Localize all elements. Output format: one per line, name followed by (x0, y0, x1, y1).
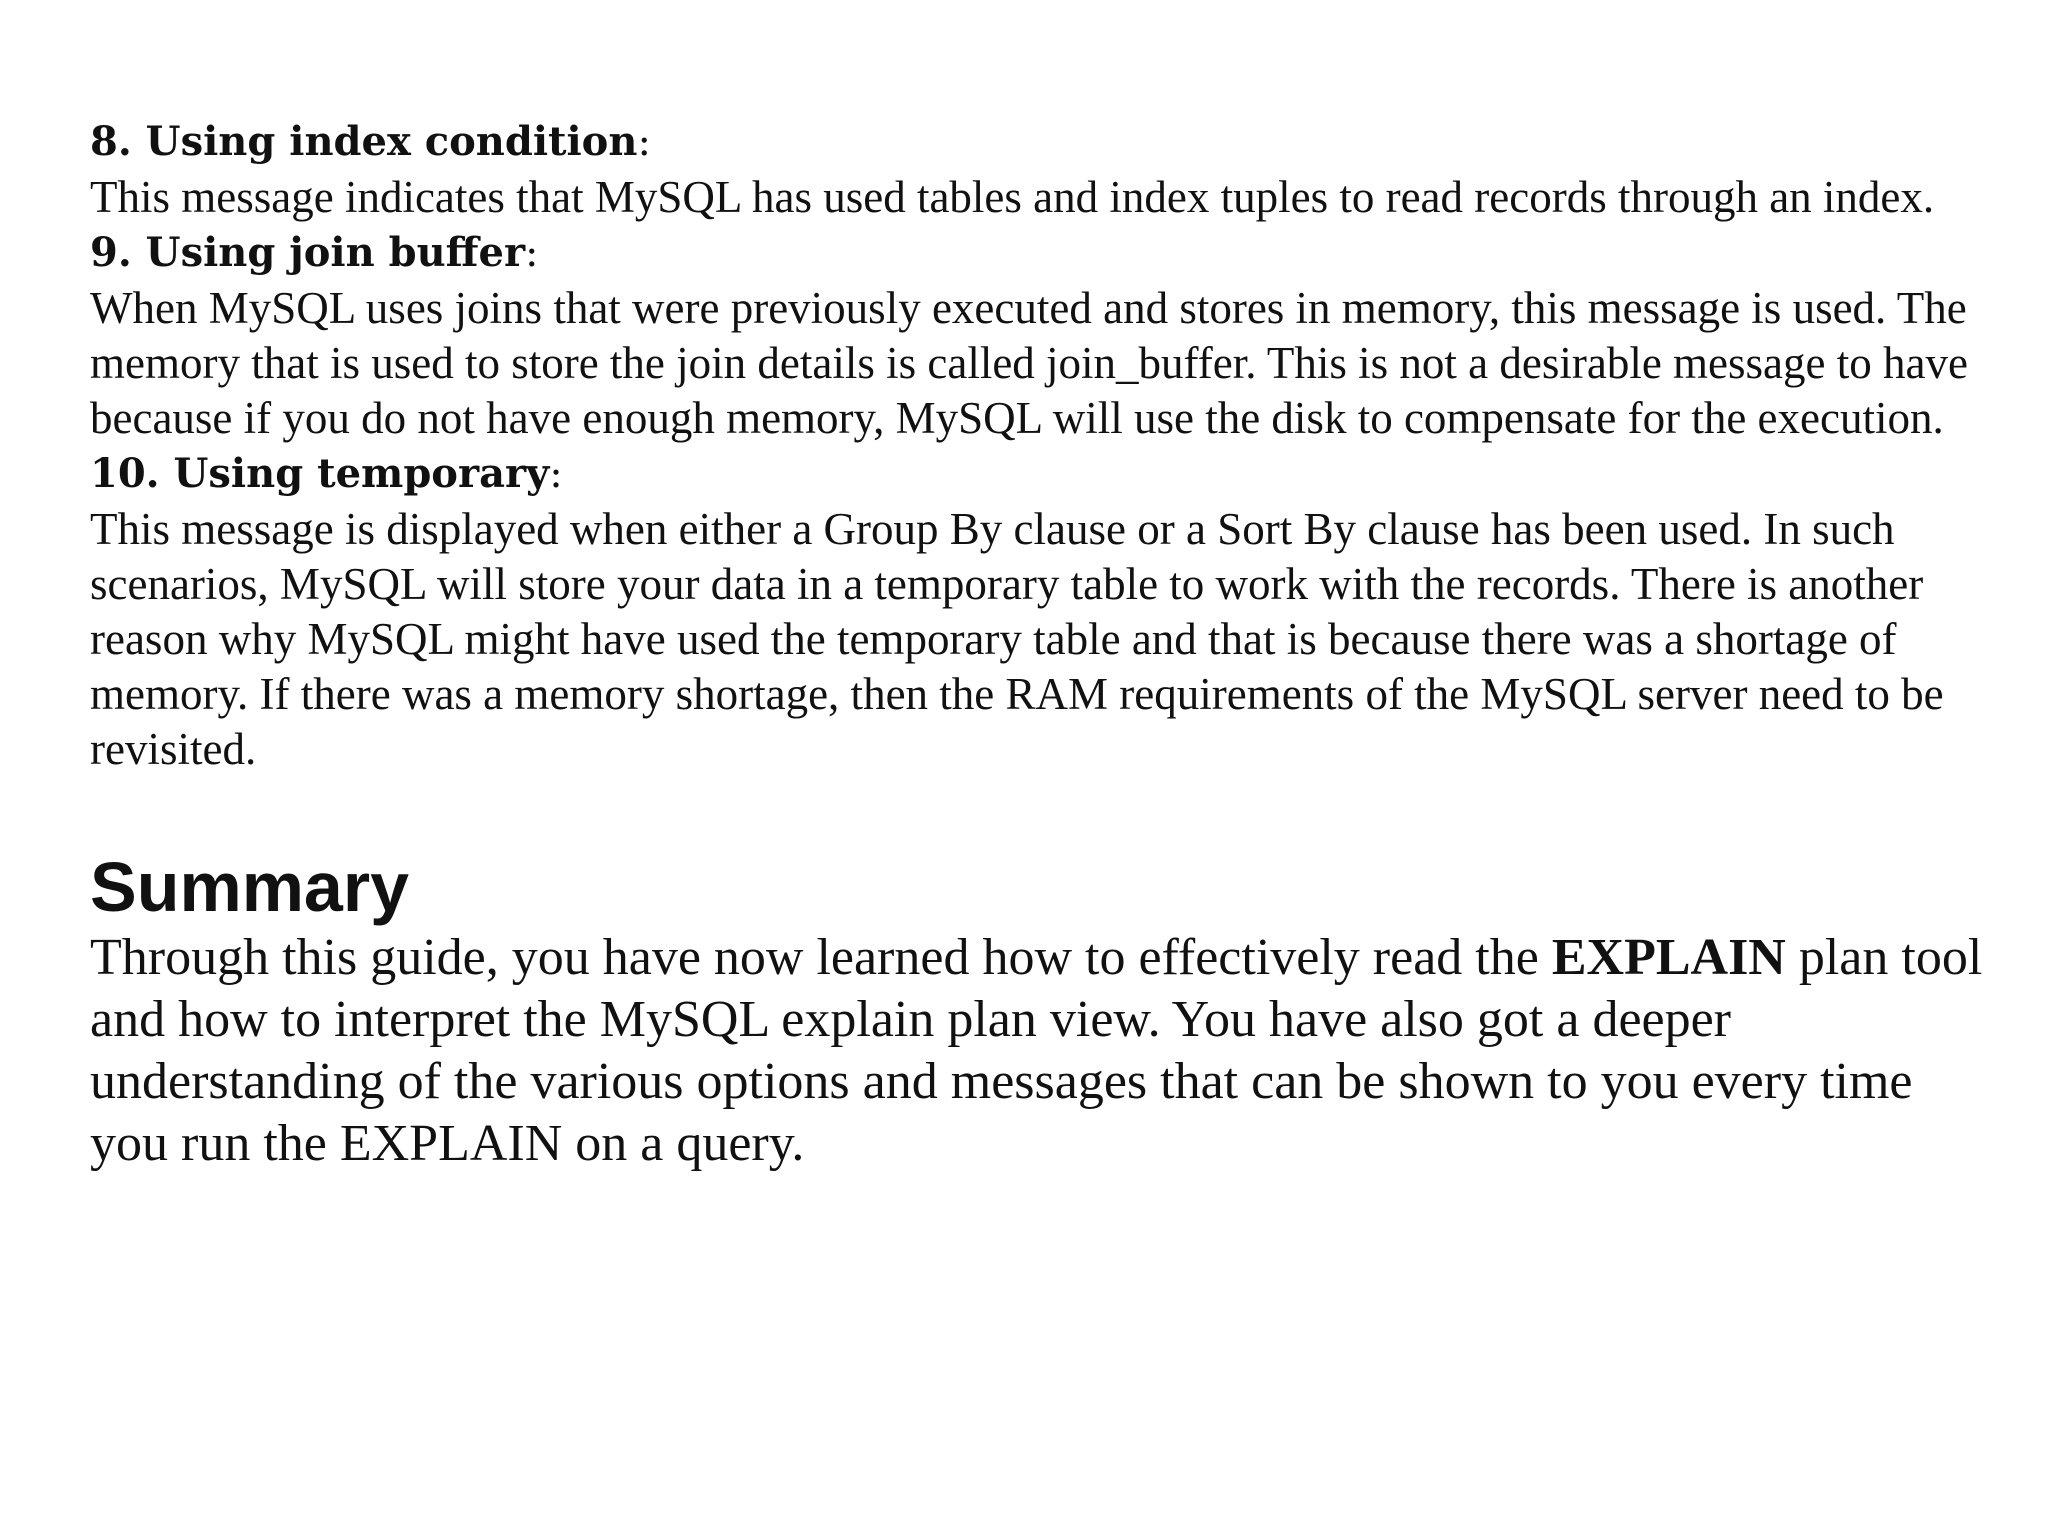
item-title: 10. Using temporary (90, 450, 550, 497)
item-description: This message is displayed when either a Group By clause or a Sort By clause has been used. In such scenarios, MySQL will store your data in a temporary table to work with the records. There is another reason why MySQL might have used the temporary table and that is because there was a shortage of memory. If there was a memory shortage, then the RAM requirements of the MySQL server need to be revisited. (90, 504, 1944, 774)
item-title: 8. Using index condition (90, 118, 638, 165)
item-heading (90, 114, 1990, 170)
summary-heading: Summary (90, 848, 410, 926)
summary-text-before: Through this guide, you have now learned how to effectively read the (90, 929, 1552, 986)
item-colon: : (549, 451, 563, 497)
summary-paragraph (90, 927, 1990, 1175)
summary-text-after: plan tool and how to interpret the MySQL explain plan view. You have also got a deeper understanding of the various options and messages that can be shown to you every time you run the EXPLAIN on a query. (90, 929, 1983, 1172)
item-heading (90, 446, 1990, 502)
item-colon: : (637, 119, 651, 165)
item-using-temporary (90, 446, 1990, 777)
item-description: This message indicates that MySQL has used tables and index tuples to read records through an index. (90, 172, 1935, 222)
document-page (90, 114, 1990, 1175)
item-colon: : (525, 230, 539, 276)
item-using-join-buffer (90, 225, 1990, 446)
item-title: 9. Using join buffer (90, 229, 526, 276)
item-heading (90, 225, 1990, 281)
item-using-index-condition (90, 114, 1990, 225)
summary-emphasis: EXPLAIN (1551, 929, 1786, 986)
item-description: When MySQL uses joins that were previously executed and stores in memory, this message is used. The memory that is used to store the join details is called join_buffer. This is not a desirable message to have because if you do not have enough memory, MySQL will use the disk to compensate for the execution. (90, 283, 1968, 443)
